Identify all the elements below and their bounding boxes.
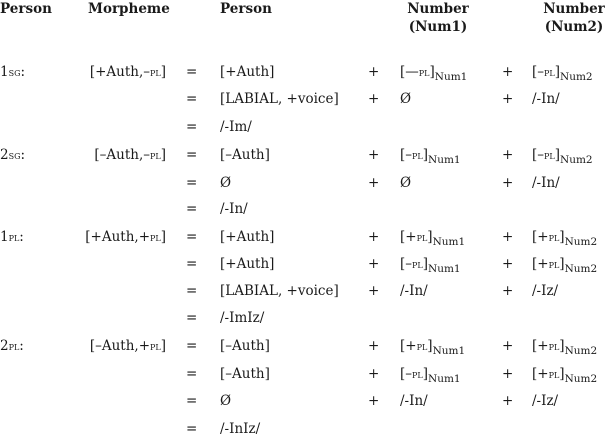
header-person-left: Person <box>0 1 52 17</box>
num1-open: [– <box>400 256 413 272</box>
person-value: [–Auth] <box>220 338 270 354</box>
morpheme-feature: pl <box>150 148 161 162</box>
plus-sign: + <box>368 393 380 409</box>
num1-close: ] <box>427 229 433 245</box>
num1-close: ] <box>427 338 433 354</box>
num2-close: ] <box>559 256 565 272</box>
equals-sign: = <box>186 393 198 409</box>
header-person: Person <box>220 1 272 17</box>
num2-value <box>532 365 597 384</box>
plus-sign: + <box>368 283 380 299</box>
person-value: [LABIAL, +voice] <box>220 91 339 107</box>
num1-value <box>400 337 465 356</box>
label-feature: sg <box>8 65 21 79</box>
label-number: 1 <box>0 229 9 245</box>
person-value: [–Auth] <box>220 147 270 163</box>
num2-feature: pl <box>548 257 560 271</box>
num2-open: [+ <box>532 229 549 245</box>
num1-feature: pl <box>412 367 423 381</box>
equals-sign: = <box>186 338 198 354</box>
equals-sign: = <box>186 175 198 191</box>
person-value: Ø <box>220 393 232 409</box>
equals-sign: = <box>186 91 198 107</box>
num2-open: [– <box>532 147 545 163</box>
num2-value: /-Iz/ <box>532 283 559 299</box>
num2-value <box>532 337 597 356</box>
num2-close: ] <box>559 338 565 354</box>
num1-subscript: Num1 <box>428 373 461 385</box>
plus-sign: + <box>368 147 380 163</box>
num1-subscript: Num1 <box>428 154 461 166</box>
morpheme-feature: pl <box>150 65 161 79</box>
equals-sign: = <box>186 147 198 163</box>
equals-sign: = <box>186 229 198 245</box>
header-morpheme: Morpheme <box>88 1 170 17</box>
equals-sign: = <box>186 283 198 299</box>
num1-value <box>400 228 465 247</box>
equals-sign: = <box>186 119 198 135</box>
num2-close: ] <box>554 64 561 80</box>
num2-open: [+ <box>532 366 549 382</box>
num2-close: ] <box>559 366 565 382</box>
person-value: /-ImIz/ <box>220 310 265 326</box>
morpheme-suffix: ] <box>160 229 166 245</box>
num2-open: [+ <box>532 338 549 354</box>
num2-feature: pl <box>544 148 555 162</box>
person-value: [LABIAL, +voice] <box>220 283 339 299</box>
num1-close: ] <box>422 147 429 163</box>
plus-sign: + <box>502 393 514 409</box>
num2-subscript: Num2 <box>560 71 593 83</box>
morpheme-features <box>90 337 166 355</box>
label-colon: : <box>20 147 26 163</box>
num1-open: [– <box>400 147 413 163</box>
plus-sign: + <box>502 283 514 299</box>
num1-feature: pl <box>418 65 430 79</box>
num1-value: Ø <box>400 91 412 107</box>
num1-open: [+ <box>400 229 417 245</box>
num1-feature: pl <box>412 257 423 271</box>
person-value: [+Auth] <box>220 229 275 245</box>
num2-feature: pl <box>548 367 560 381</box>
equals-sign: = <box>186 256 198 272</box>
person-value: /-Im/ <box>220 119 252 135</box>
label-feature: pl <box>8 230 20 244</box>
plus-sign: + <box>368 256 380 272</box>
num2-open: [– <box>532 64 545 80</box>
num1-feature: pl <box>412 148 423 162</box>
num2-open: [+ <box>532 256 549 272</box>
equals-sign: = <box>186 310 198 326</box>
header-number2-line2: (Num2) <box>544 19 604 35</box>
label-number: 1 <box>0 64 9 80</box>
plus-sign: + <box>368 175 380 191</box>
num2-subscript: Num2 <box>564 263 598 275</box>
label-colon: : <box>20 64 26 80</box>
num2-value <box>532 63 593 82</box>
num1-open: [+ <box>400 338 417 354</box>
plus-sign: + <box>502 229 514 245</box>
num2-value <box>532 228 597 247</box>
header-number1 <box>400 0 476 36</box>
num2-value <box>532 146 593 165</box>
label-colon: : <box>19 229 24 245</box>
plus-sign: + <box>502 147 514 163</box>
plus-sign: + <box>368 229 380 245</box>
num1-open: [– <box>400 366 413 382</box>
header-number2-line1: Number <box>543 1 605 17</box>
plus-sign: + <box>502 256 514 272</box>
morpheme-feature: pl <box>150 230 161 244</box>
equals-sign: = <box>186 64 198 80</box>
morpheme-prefix: [–Auth,– <box>94 147 151 163</box>
header-number2 <box>536 0 610 36</box>
plus-sign: + <box>502 175 514 191</box>
morpheme-features <box>85 228 166 246</box>
plus-sign: + <box>502 91 514 107</box>
plus-sign: + <box>502 366 514 382</box>
person-value: [+Auth] <box>220 64 275 80</box>
morpheme-features <box>94 146 166 164</box>
num1-open: [— <box>400 64 419 80</box>
num2-value: /-In/ <box>532 175 560 191</box>
num1-value <box>400 255 461 274</box>
morpheme-feature: pl <box>150 339 161 353</box>
num2-value <box>532 255 597 274</box>
morpheme-suffix: ] <box>160 338 166 354</box>
plus-sign: + <box>368 64 380 80</box>
num2-value: /-In/ <box>532 91 560 107</box>
equals-sign: = <box>186 421 198 437</box>
num2-close: ] <box>559 229 565 245</box>
num2-value: /-Iz/ <box>532 393 559 409</box>
num1-close: ] <box>429 64 435 80</box>
person-value: [+Auth] <box>220 256 275 272</box>
person-number-label <box>0 228 24 246</box>
num1-value <box>400 63 467 82</box>
equals-sign: = <box>186 366 198 382</box>
person-value: /-In/ <box>220 201 248 217</box>
person-value: Ø <box>220 175 232 191</box>
num1-close: ] <box>422 256 429 272</box>
plus-sign: + <box>368 366 380 382</box>
label-feature: pl <box>8 339 20 353</box>
num2-feature: pl <box>548 339 560 353</box>
num2-subscript: Num2 <box>564 373 598 385</box>
person-number-label <box>0 63 25 81</box>
num2-feature: pl <box>548 230 560 244</box>
morpheme-prefix: [+Auth,+ <box>85 229 151 245</box>
num1-value: /-In/ <box>400 393 428 409</box>
plus-sign: + <box>502 338 514 354</box>
morpheme-suffix: ] <box>160 147 166 163</box>
num1-close: ] <box>422 366 429 382</box>
person-value: [–Auth] <box>220 366 270 382</box>
label-number: 2 <box>0 338 9 354</box>
num1-value: /-In/ <box>400 283 428 299</box>
plus-sign: + <box>368 338 380 354</box>
num2-close: ] <box>554 147 561 163</box>
plus-sign: + <box>368 91 380 107</box>
num1-subscript: Num1 <box>432 236 466 248</box>
equals-sign: = <box>186 201 198 217</box>
person-value: /-InIz/ <box>220 421 261 437</box>
num2-subscript: Num2 <box>560 154 593 166</box>
num1-feature: pl <box>416 339 428 353</box>
header-number1-line2: (Num1) <box>408 19 468 35</box>
num1-feature: pl <box>416 230 428 244</box>
num2-subscript: Num2 <box>564 345 598 357</box>
num2-subscript: Num2 <box>564 236 598 248</box>
num1-subscript: Num1 <box>428 263 461 275</box>
label-number: 2 <box>0 147 9 163</box>
num1-value <box>400 146 461 165</box>
num1-value <box>400 365 461 384</box>
plus-sign: + <box>502 64 514 80</box>
num1-subscript: Num1 <box>434 71 468 83</box>
num2-feature: pl <box>544 65 555 79</box>
morpheme-prefix: [–Auth,+ <box>89 338 151 354</box>
morpheme-suffix: ] <box>160 64 166 80</box>
header-number1-line1: Number <box>407 1 469 17</box>
morpheme-features <box>90 63 166 81</box>
label-colon: : <box>19 338 24 354</box>
num1-value: Ø <box>400 175 412 191</box>
person-number-label <box>0 337 24 355</box>
num1-subscript: Num1 <box>432 345 466 357</box>
label-feature: sg <box>8 148 21 162</box>
morpheme-prefix: [+Auth,– <box>89 64 151 80</box>
person-number-label <box>0 146 25 164</box>
